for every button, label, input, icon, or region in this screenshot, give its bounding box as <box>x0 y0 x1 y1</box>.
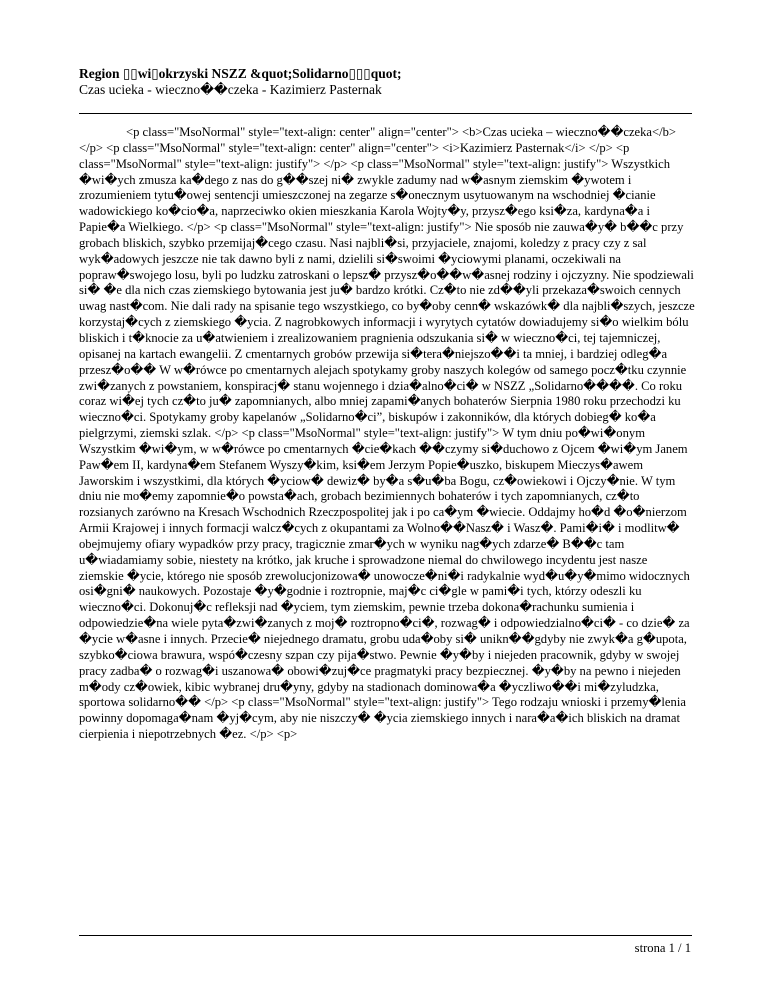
page-number: strona 1 / 1 <box>634 941 691 955</box>
footer-divider <box>79 935 692 936</box>
article-body: <p class="MsoNormal" style="text-align: center" align="center"> <b>Czas ucieka – wieczno��czeka</b> </p> <p class="MsoNormal" style="text-align: center" align="center"> <i>Kazimierz Pasternak</i> </p> <p class="MsoNormal" style="text-align: justify"> </p> <p class="MsoNormal" style="text-align: justify"> Wszystkich �wi�ych zmusza ka�dego z nas do g��szej ni� zwykle zadumy nad w�asnym ziemskim �ywotem i zrozumieniem tytu�owej sentencji umieszczonej na zegarze s�onecznym usytuowanym na wschodniej �cianie wadowickiego ko�cio�a, naprzeciwko okien mieszkania Karola Wojty�y, przysz�ego ksi�za, kardyna�a i Papie�a Wielkiego. </p> <p class="MsoNormal" style="text-align: justify"> Nie sposób nie zauwa�y� b��c przy grobach bliskich, szybko przemijaj�cego czasu. Nasi najbli�si, przyjaciele, znajomi, koledzy z pracy czy z sal wyk�adowych jeszcze nie tak dawno byli z nami, dzielili si�swoimi �yciowymi planami, oczekiwali na popraw�swojego losu, byli po ludzku zatroskani o lepsz� przysz�o��w�asnej rodziny i ojczyzny. Nie spodziewali si� �e dla nich czas ziemskiego bytowania jest ju� bardzo krótki. Cz�to nie zd��yli przekaza�swoich cennych uwag nast�com. Nie dali rady na spisanie tego wszystkiego, co by�oby cenn� wskazówk� dla najbli�szych, jeszcze korzystaj�cych z ziemskiego �ycia. Z nagrobkowych informacji i wyrytych cytatów dowiadujemy si�o wielkim bólu bliskich i t�knocie za u�atwieniem i zrealizowaniem pragnienia odszukania si� w wieczno�ci, tej tajemniczej, opisanej na kartach ewangelii. Z cmentarnych grobów przewija si�tera�niejszo��i ta mniej, i bardziej odleg�a przesz�o�� W w�rówce po cmentarnych alejach spotykamy groby naszych kolegów od samego pocz�tku czynnie zwi�zanych z powstaniem, konspiracj� stanu wojennego i dzia�alno�ci� w NSZZ „Solidarno����. Co roku coraz wi�ej tych cz�to ju� zapomnianych, albo mniej zapami�anych bohaterów Sierpnia 1980 roku przechodzi ku wieczno�ci. Spotykamy groby kapelanów „Solidarno�ci”, biskupów i zakonników, dla których dobieg� ko�a pielgrzymi, ziemski szlak. </p> <p class="MsoNormal" style="text-align: justify"> W tym dniu po�wi�onym Wszystkim �wi�ym, w w�rówce po cmentarnych �cie�kach ��czymy si�duchowo z Ojcem �wi�ym Janem Paw�em II, kardyna�em Stefanem Wyszy�kim, ksi�em Jerzym Popie�uszko, biskupem Mieczys�awem Jaworskim i wszystkimi, dla których �yciow� dewiz� by�a s�u�ba Bogu, cz�owiekowi i Ojczy�nie. W tym dniu nie mo�emy zapomnie�o powsta�ach, grobach bezimiennych bohaterów i tych zapomnianych, cz�to rozsianych zarówno na Kresach Wschodnich Rzeczpospolitej jak i po ca�ym �wiecie. Oddajmy ho�d �o�nierzom Armii Krajowej i innych formacji walcz�cych z okupantami za Wolno��Nasz� i Wasz�. Pami�i� i modlitw� obejmujemy ofiary wypadków przy pracy, tragicznie zmar�ych w wyniku nag�ych zdarze� B��c tam u�wiadamiamy sobie, niestety na krótko, jak kruche i sprowadzone niemal do chwilowego incydentu jest nasze ziemskie �ycie, którego nie sposób zrewolucjonizowa� unowocze�ni�i radykalnie wyd�u�y�mimo widocznych osi�gni� naukowych. Pozostaje �y�godnie i roztropnie, maj�c ci�gle w pami�i tych, którzy odeszli ku wieczno�ci. Dokonuj�c refleksji nad �yciem, tym ziemskim, pewnie trzeba dokona�rachunku sumienia i odpowiedzie�na wiele pyta�zwi�zanych z moj� roztropno�ci�, rozwag� i odpowiedzialno�ci� - co dzie� za �ycie w�asne i innych. Przecie� niejednego dramatu, grobu uda�oby si� unikn��gdyby nie zwyk�a g�upota, szybko�ciowa brawura, wspó�czesny szpan czy pija�stwo. Pewnie �y�by i niejeden pracownik, gdyby w swojej pracy zadba� o rozwag�i uszanowa� obowi�zuj�ce pragmatyki pracy bezpiecznej. �y�by na pewno i niejeden m�ody cz�owiek, kibic wybranej dru�yny, gdyby na stadionach dominowa�a �yczliwo��i mi�zyludzka, sportowa solidarno�� </p> <p class="MsoNormal" style="text-align: justify"> Tego rodzaju wnioski i przemy�lenia powinny dopomaga�nam �yj�cym, aby nie niszczy� �ycia ziemskiego innych i nara�a�ich bliskich na dramat cierpienia i niepotrzebnych �ez. </p> <p> <box>79 125 695 742</box>
header-divider <box>79 113 692 114</box>
page-title: Region ▯▯wi▯okrzyski NSZZ &quot;Solidarno▯▯▯quot; <box>79 66 402 81</box>
page-subtitle: Czas ucieka - wieczno��czeka - Kazimierz Pasternak <box>79 82 382 97</box>
